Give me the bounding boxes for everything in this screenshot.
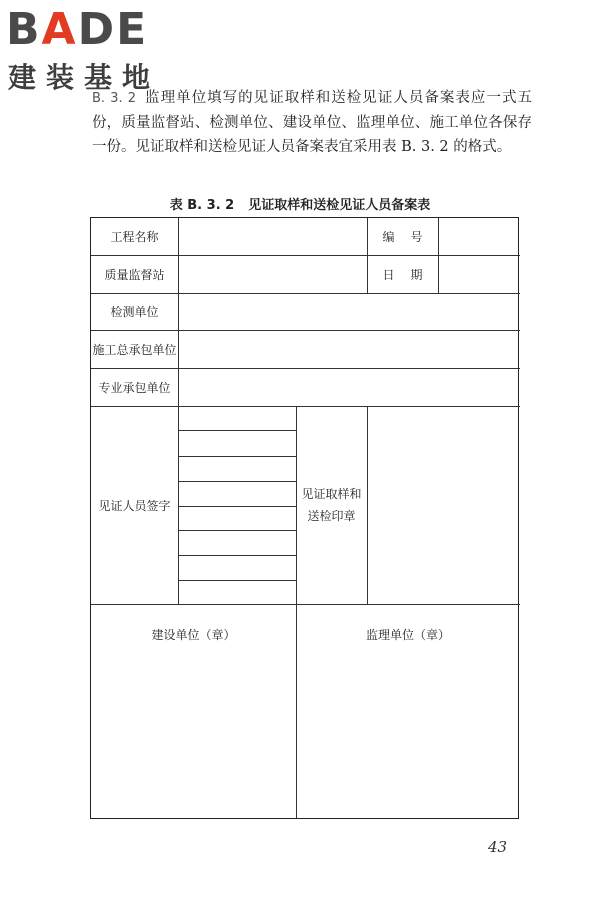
clause-paragraph <box>92 86 532 159</box>
label-number: 编号 <box>382 230 439 244</box>
supervision-unit-seal-cell[interactable] <box>296 604 520 818</box>
project-name-field[interactable] <box>178 218 367 255</box>
sampling-seal-field[interactable] <box>367 406 520 604</box>
date-field[interactable] <box>438 255 520 293</box>
clause-number: B. 3. 2 <box>92 91 137 106</box>
construction-unit-seal-cell[interactable] <box>91 604 296 818</box>
logo-wordmark: BADE <box>6 4 149 55</box>
label-project-name: 工程名称 <box>110 230 159 244</box>
sub-contractor-field[interactable] <box>178 368 520 406</box>
registration-form-table <box>90 217 519 819</box>
table-caption-title: 见证取样和送检见证人员备案表 <box>248 198 431 213</box>
clause-text: 监理单位填写的见证取样和送检见证人员备案表应一式五份，质量监督站、检测单位、建设单位、监理单位、施工单位各保存一份。见证取样和送检见证人员备案表宜采用表 B. 3. 2 的格式。 <box>92 90 532 155</box>
table-caption-number: 表 B. 3. 2 <box>169 198 235 213</box>
number-field[interactable] <box>438 218 520 255</box>
label-sampling-seal: 见证取样和 送检印章 <box>301 487 362 523</box>
logo-subtitle: 建装基地 <box>8 61 161 94</box>
page-number: 43 <box>488 838 508 856</box>
table-caption <box>0 194 600 213</box>
logo <box>6 4 181 94</box>
label-supervision-station: 质量监督站 <box>104 267 165 282</box>
label-sub-contractor: 专业承包单位 <box>98 380 171 395</box>
witness-signature-field[interactable] <box>178 406 296 604</box>
label-date: 日期 <box>382 267 439 282</box>
label-testing-unit: 检测单位 <box>110 305 159 319</box>
label-supervision-unit: 监理单位（章） <box>365 628 450 642</box>
logo-accent-letter: A <box>41 4 78 55</box>
label-construction-unit: 建设单位（章） <box>151 628 236 642</box>
label-general-contractor: 施工总承包单位 <box>92 342 177 357</box>
supervision-station-field[interactable] <box>178 255 367 293</box>
label-witness-signature: 见证人员签字 <box>98 498 171 513</box>
testing-unit-field[interactable] <box>178 293 520 330</box>
general-contractor-field[interactable] <box>178 330 520 368</box>
